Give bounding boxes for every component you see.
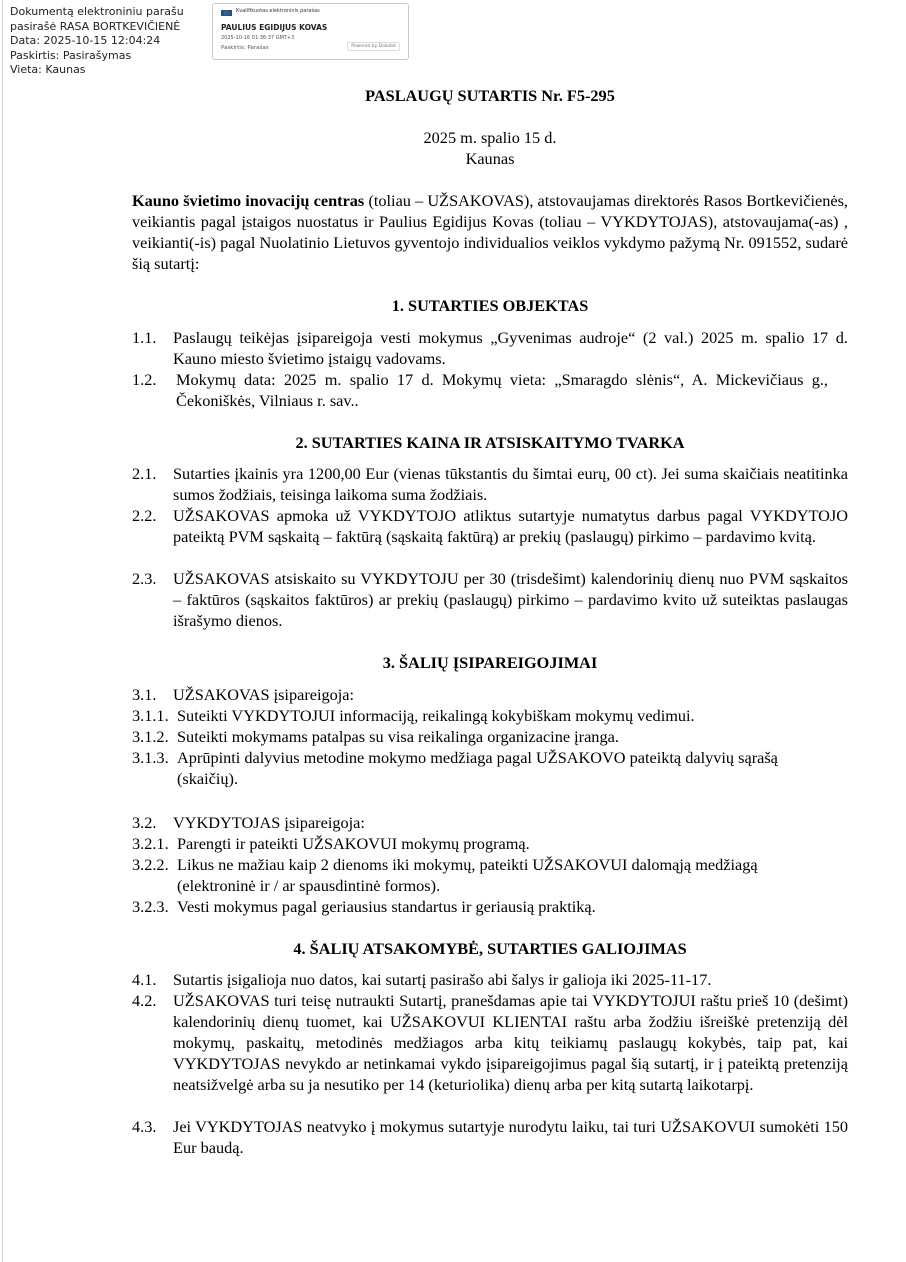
item-number: 2.2.	[132, 506, 157, 525]
item-number: 4.2.	[132, 991, 157, 1010]
item-text: Likus ne mažiau kaip 2 dienoms iki mokymų, pateikti UŽSAKOVUI dalomąją medžiagą (elektroninė ir / ar spausdintinė formos).	[177, 855, 758, 895]
intro-text: (toliau – UŽSAKOVAS), atstovaujamas direktorės Rasos Bortkevičienės, veikiantis pagal įstaigos nuostatus ir Paulius Egidijus Kovas (toliau – VYKDYTOJAS), atstovaujama(-as) , veikianti(-is) pagal Nuolatinio Lietuvos gyventojo individualios veiklos vykdymo pažymą Nr. 091552, sudarė šią sutartį:	[132, 191, 849, 273]
item-number: 4.3.	[132, 1117, 157, 1136]
signature-card-date: 2025-10-16 01:36:37 GMT+3	[221, 35, 295, 41]
contract-intro	[132, 190, 848, 274]
list-item	[132, 1116, 848, 1158]
section-1-heading: 1. SUTARTIES OBJEKTAS	[391, 296, 589, 315]
item-number: 1.2.	[132, 370, 157, 389]
item-text: UŽSAKOVAS įsipareigoja:	[173, 685, 355, 704]
list-item	[132, 969, 848, 990]
esign-line: Dokumentą elektroniniu parašu	[10, 5, 184, 18]
list-item	[132, 726, 848, 747]
section-3-heading: 3. ŠALIŲ ĮSIPAREIGOJIMAI	[382, 653, 598, 672]
item-text: Paslaugų teikėjas įsipareigoja vesti mokymus „Gyvenimas audroje“ (2 val.) 2025 m. spalio 17 d. Kauno miesto švietimo įstaigų vadovams.	[173, 328, 848, 368]
list-item	[132, 990, 848, 1095]
signature-card-signer: PAULIUS EGIDIJUS KOVAS	[221, 23, 328, 32]
list-item	[132, 505, 848, 547]
list-item	[132, 327, 848, 369]
contract-city: Kaunas	[465, 149, 515, 168]
powered-by-badge: Powered by Dokobit	[347, 42, 400, 51]
list-item	[132, 833, 848, 854]
esign-purpose-line: Paskirtis: Pasirašymas	[10, 48, 132, 62]
item-text: Sutarties įkainis yra 1200,00 Eur (vienas tūkstantis du šimtai eurų, 00 ct). Jei suma skaičiais neatitinka sumos žodžiais, teisinga laikoma suma žodžiais.	[173, 464, 848, 504]
item-text: UŽSAKOVAS turi teisę nutraukti Sutartį, pranešdamas apie tai VYKDYTOJUI raštu prieš 10 (dešimt) kalendorinių dienų tuomet, kai UŽSAKOVUI KLIENTAI raštu arba žodžiu išreiškė pretenziją dėl mokymų, paskaitų, metodinės medžiagos arba kitų teikiamų paslaugų kokybės, taip pat, kai VYKDYTOJAS nevykdo ar netinkamai vykdo įsipareigojimus pagal šią sutartį, ir į pateiktą pretenziją neatsižvelgė arba su ja nesutiko per 14 (keturiolika) dienų arba per kitą sutartą laikotarpį.	[173, 991, 848, 1094]
esign-location-line: Vieta: Kaunas	[10, 63, 86, 76]
contract-date: 2025 m. spalio 15 d.	[423, 128, 557, 147]
eu-flag-icon	[221, 10, 232, 16]
list-item	[132, 854, 848, 896]
item-text: UŽSAKOVAS apmoka už VYKDYTOJO atliktus sutartyje numatytus darbus pagal VYKDYTOJO pateiktą PVM sąskaitą – faktūrą (sąskaitą faktūrą) ar prekių (paslaugų) pirkimo – pardavimo kvitą.	[173, 506, 848, 546]
list-item	[132, 684, 848, 705]
item-number: 3.1.	[132, 685, 157, 704]
item-text: Suteikti mokymams patalpas su visa reikalinga organizacine įranga.	[177, 727, 619, 746]
item-text: Sutartis įsigalioja nuo datos, kai sutartį pasirašo abi šalys ir galioja iki 2025-11-17.	[173, 970, 712, 989]
item-text: Suteikti VYKDYTOJUI informaciją, reikalingą kokybiškam mokymų vedimui.	[177, 706, 695, 725]
list-item	[132, 463, 848, 505]
esignature-stamp	[10, 5, 200, 78]
item-number: 2.1.	[132, 464, 157, 483]
item-text: Vesti mokymus pagal geriausius standartus ir geriausią praktiką.	[177, 897, 596, 916]
item-number: 3.1.2.	[132, 727, 169, 746]
item-number: 3.2.2.	[132, 855, 169, 874]
item-number: 3.2.3.	[132, 897, 169, 916]
item-number: 3.1.3.	[132, 748, 169, 767]
item-text: Parengti ir pateikti UŽSAKOVUI mokymų programą.	[177, 834, 530, 853]
item-number: 3.2.	[132, 813, 157, 832]
item-text: UŽSAKOVAS atsiskaito su VYKDYTOJU per 30 (trisdešimt) kalendorinių dienų nuo PVM sąskaitos – faktūros (sąskaitos faktūros) ar prekių (paslaugų) pirkimo – pardavimo kvito už suteiktas paslaugas išrašymo dienos.	[173, 569, 848, 630]
signature-card-header: Kvalifikuotas elektroninis parašas	[236, 8, 320, 14]
list-item	[132, 896, 848, 917]
list-item	[132, 747, 848, 789]
item-text: Mokymų data: 2025 m. spalio 17 d. Mokymų vieta: „Smaragdo slėnis“, A. Mickevičiaus g., Čekoniškės, Vilniaus r. sav..	[176, 370, 828, 410]
section-4-heading: 4. ŠALIŲ ATSAKOMYBĖ, SUTARTIES GALIOJIMAS	[293, 939, 687, 958]
item-text: Aprūpinti dalyvius metodine mokymo medžiaga pagal UŽSAKOVO pateiktą dalyvių sąrašą (skaičių).	[177, 748, 778, 788]
item-text: VYKDYTOJAS įsipareigoja:	[173, 813, 365, 832]
item-number: 2.3.	[132, 569, 157, 588]
list-item	[132, 369, 848, 411]
esign-date-line: Data: 2025-10-15 12:04:24	[10, 34, 161, 47]
item-number: 4.1.	[132, 970, 157, 989]
contract-title: PASLAUGŲ SUTARTIS Nr. F5-295	[365, 86, 615, 105]
esign-signer-line: pasirašė RASA BORTKEVIČIENĖ	[10, 19, 181, 33]
page-left-border	[2, 0, 3, 1262]
list-item	[132, 812, 848, 833]
item-number: 1.1.	[132, 328, 157, 347]
item-text: Jei VYKDYTOJAS neatvyko į mokymus sutartyje nurodytu laiku, tai turi UŽSAKOVUI sumokėti 150 Eur baudą.	[173, 1117, 848, 1157]
qualified-signature-card	[212, 3, 409, 60]
signature-card-purpose: Paskirtis: Parašas	[221, 45, 269, 51]
section-2-heading: 2. SUTARTIES KAINA IR ATSISKAITYMO TVARKA	[295, 433, 685, 452]
item-number: 3.1.1.	[132, 706, 169, 725]
item-number: 3.2.1.	[132, 834, 169, 853]
list-item	[132, 705, 848, 726]
client-name: Kauno švietimo inovacijų centras	[132, 191, 365, 210]
list-item	[132, 568, 848, 631]
